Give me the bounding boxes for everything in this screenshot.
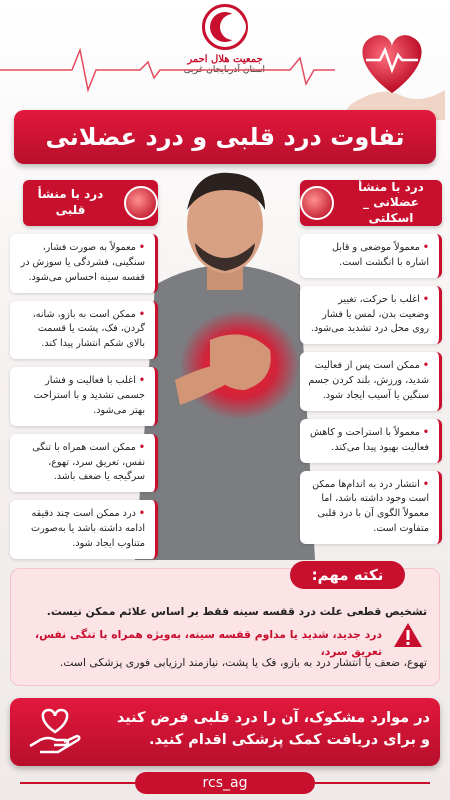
note-line-3: تهوع، ضعف یا انتشار درد به بازو، فک یا پشت، نیازمند ارزیابی فوری پزشکی است. xyxy=(59,656,427,669)
muscular-pain-heading xyxy=(300,180,442,226)
note-line-2: درد جدید، شدید یا مداوم قفسه سینه، به‌ویژه همراه با تنگی نفس، تعریق سرد، xyxy=(35,628,382,659)
muscular-pain-column xyxy=(300,180,442,552)
cardiac-heading-label: درد با منشأ قلبی xyxy=(37,187,104,217)
heart-in-hand-icon xyxy=(340,15,445,120)
cardiac-item-3: • اغلب با فعالیت و فشار جسمی تشدید و با استراحت بهتر می‌شود. xyxy=(10,367,158,426)
man-holding-chest-illustration xyxy=(135,165,315,560)
muscular-item-4: • معمولاً با استراحت و کاهش فعالیت بهبود پیدا می‌کند. xyxy=(300,419,442,463)
muscular-heading-line1: درد با منشأ xyxy=(358,179,424,194)
cardiac-pain-column xyxy=(10,180,158,567)
cardiac-item-1: • معمولاً به صورت فشار، سنگینی، فشردگی یا سوزش در قفسه سینه احساس می‌شود. xyxy=(10,234,158,293)
advice-line-2: و برای دریافت کمک پزشکی اقدام کنید. xyxy=(149,732,430,749)
warning-icon xyxy=(393,622,423,648)
muscular-heading-label xyxy=(340,180,442,227)
org-name: جمعیت هلال احمر xyxy=(187,54,263,65)
heart-icon xyxy=(124,186,158,220)
muscular-item-2: • اغلب با حرکت، تغییر وضعیت بدن، لمس یا فشار روی محل درد تشدید می‌شود. xyxy=(300,286,442,345)
cardiac-item-2: • ممکن است به بازو، شانه، گردن، فک، پشت یا قسمت بالای شکم انتشار پیدا کند. xyxy=(10,301,158,360)
cardiac-item-5: • درد ممکن است چند دقیقه ادامه داشته باشد یا به‌صورت متناوب ایجاد شود. xyxy=(10,500,158,559)
muscular-heading-line2: عضلانی _ اسکلتی xyxy=(363,195,419,225)
muscle-icon xyxy=(300,186,334,220)
muscular-item-5: • انتشار درد به اندام‌ها ممکن است وجود داشته باشد، اما معمولاً الگوی آن با درد قلبی متفاوت است. xyxy=(300,471,442,544)
org-province: استان آذربایجان غربی xyxy=(183,65,265,75)
muscular-item-3: • ممکن است پس از فعالیت شدید، ورزش، بلند کردن جسم سنگین یا آسیب ایجاد شود. xyxy=(300,352,442,411)
muscular-item-1: • معمولاً موضعی و قابل اشاره با انگشت است. xyxy=(300,234,442,278)
note-line-1: تشخیص قطعی علت درد قفسه سینه فقط بر اساس علائم ممکن نیست. xyxy=(46,605,427,618)
cardiac-item-4: • ممکن است همراه با تنگی نفس، تعریق سرد، تهوع، سرگیجه یا ضعف باشد. xyxy=(10,434,158,493)
page-title: تفاوت درد قلبی و درد عضلانی xyxy=(14,110,436,164)
cardiac-pain-heading xyxy=(23,180,158,226)
heart-care-hand-icon xyxy=(28,706,82,758)
important-note-title: نکته مهم: xyxy=(290,561,405,589)
advice-text xyxy=(90,707,430,752)
social-handle: rcs_ag xyxy=(135,772,315,794)
advice-line-1: در موارد مشکوک، آن را درد قلبی فرض کنید xyxy=(116,710,430,726)
